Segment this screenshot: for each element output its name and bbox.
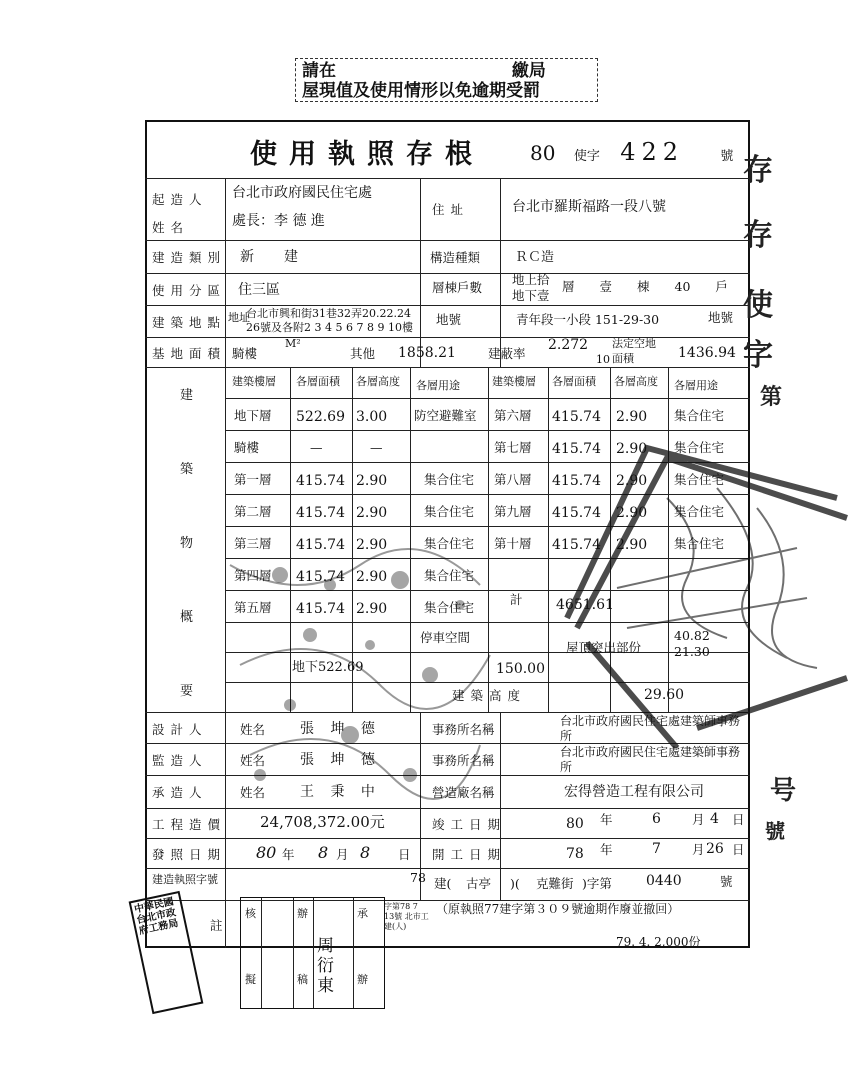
- permit-year: 80: [530, 141, 556, 165]
- side-char-3: 使: [743, 288, 773, 323]
- floor-area: 415.74: [296, 569, 345, 585]
- site-address-2: 26號及各附2 3 4 5 6 7 8 9 10樓: [246, 321, 413, 334]
- floor-height: 2.90: [356, 473, 388, 489]
- floor-area: —: [310, 440, 323, 455]
- supervisor-name: 張 坤 德: [300, 752, 381, 768]
- protrusion-label: 屋頂突出部份: [566, 640, 642, 655]
- designer-name: 張 坤 德: [300, 721, 381, 737]
- building-height: 29.60: [644, 687, 685, 703]
- floor-use: 集合住宅: [674, 536, 725, 551]
- sign-col-2: 擬: [245, 973, 256, 986]
- height-label: 建築高度: [452, 688, 527, 703]
- start-label: 開工日期: [432, 847, 507, 862]
- col-header-height-r: 各層高度: [614, 375, 658, 388]
- other-label: 其他: [350, 346, 376, 361]
- lot-number: 青年段一小段 151-29-30: [516, 312, 660, 327]
- note-label: 註: [210, 918, 223, 933]
- designer-label: 設計人: [152, 722, 208, 737]
- contractor-office-label: 營造廠名稱: [432, 785, 495, 800]
- issue-y: 年: [282, 847, 295, 862]
- lot-suffix: 地號: [708, 310, 734, 325]
- official-seal-stamp: [557, 428, 857, 748]
- floor-name: 第二層: [234, 504, 272, 519]
- site-address: 台北市興和街31巷32弄20.22.24: [246, 307, 411, 320]
- document-title: 使用執照存根: [250, 139, 484, 170]
- overview-char-2: 築: [180, 462, 194, 477]
- sign-col-4: 稿: [297, 973, 308, 986]
- other-area: 1858.21: [398, 345, 456, 361]
- floor-height: 3.00: [356, 409, 388, 425]
- floor-name: 第六層: [494, 408, 532, 423]
- issue-d: 日: [398, 847, 411, 862]
- lot-label: 地號: [436, 312, 462, 327]
- permit-num: 422: [620, 138, 684, 166]
- floor-height: 2.90: [616, 473, 648, 489]
- applicant-address: 台北市羅斯福路一段八號: [512, 199, 666, 215]
- sign-col-3: 辦: [297, 907, 308, 920]
- contractor-name: 王 秉 中: [300, 784, 381, 800]
- cost-value: 24,708,372.00元: [260, 813, 385, 831]
- print-count: 79. 4. 2,000份: [616, 935, 701, 949]
- start-y: 年: [600, 842, 613, 857]
- completion-day: 4: [710, 811, 719, 827]
- permit-suffix: 號: [720, 149, 734, 164]
- build-permit-w5: )字第: [582, 876, 612, 891]
- floors-below: 地下壹: [512, 288, 550, 303]
- ink-smudge: [220, 545, 500, 810]
- overview-char-3: 物: [180, 536, 194, 551]
- floor-height: 2.90: [616, 537, 648, 553]
- floor-height: 2.90: [356, 505, 388, 521]
- designer-name-label: 姓名: [240, 722, 266, 737]
- floor-area: 415.74: [552, 409, 601, 425]
- coverage: 2.272: [548, 337, 589, 353]
- col-header-use-r: 各層用途: [674, 379, 718, 392]
- start-year: 78: [566, 846, 584, 862]
- coverage-denom: 10: [596, 353, 610, 366]
- applicant-name: 處長：李 德 進: [232, 213, 325, 229]
- site-addr-label: 地址: [228, 311, 250, 324]
- floor-use: 集合住宅: [674, 472, 725, 487]
- floor-name: 第十層: [494, 536, 532, 551]
- side-char-7: 號: [765, 819, 785, 843]
- issue-year: 80: [256, 843, 277, 862]
- floor-area: 415.74: [296, 601, 345, 617]
- signer-name: 周衍東: [317, 936, 334, 996]
- build-permit-w1: 建(: [434, 876, 452, 891]
- col-header-height: 各層高度: [356, 375, 400, 388]
- applicant-org: 台北市政府國民住宅處: [232, 185, 372, 201]
- floor-height: 2.90: [356, 569, 388, 585]
- floor-area: 415.74: [552, 473, 601, 489]
- side-char-4: 字: [743, 338, 773, 373]
- supervisor-name-label: 姓名: [240, 753, 266, 768]
- parking-area: 150.00: [496, 661, 545, 677]
- protrusion-1: 40.82: [674, 628, 710, 643]
- floor-use: 集合住宅: [674, 408, 725, 423]
- completion-y: 年: [600, 812, 613, 827]
- build-permit-w4: 克難街: [536, 876, 574, 891]
- floor-area: 415.74: [296, 537, 345, 553]
- floor-name: 第九層: [494, 504, 532, 519]
- zone-label: 使用分區: [152, 283, 227, 298]
- site-area-label: 基地面積: [152, 346, 227, 361]
- address-label: 住址: [432, 202, 470, 217]
- cost-label: 工程造價: [152, 817, 227, 832]
- floor-name: 第七層: [494, 440, 532, 455]
- basement-area: 地下522.69: [292, 660, 364, 675]
- note-text: （原執照77建字第３０９號逾期作廢並撤回）: [436, 902, 680, 916]
- floor-use: 集合住宅: [674, 440, 725, 455]
- floor-use: 集合住宅: [424, 472, 475, 487]
- designer-office-label: 事務所名稱: [432, 722, 495, 737]
- col-header-floor: 建築樓層: [232, 375, 276, 388]
- structure: ＲＣ造: [515, 250, 555, 265]
- completion-month: 6: [652, 811, 661, 827]
- floors-label: 層棟戶數: [432, 280, 483, 295]
- floor-use: 防空避難室: [414, 408, 477, 423]
- floor-name: 第五層: [234, 600, 272, 615]
- start-d: 日: [732, 842, 745, 857]
- designer-office: 台北市政府國民住宅處建築師事務所: [560, 714, 741, 743]
- total-area: 4651.61: [556, 597, 614, 613]
- floor-height: 2.90: [616, 409, 648, 425]
- side-char-5: 第: [760, 384, 783, 410]
- signature-box: [240, 897, 385, 1009]
- side-char-2: 存: [743, 218, 773, 253]
- applicant-label: 起造人: [152, 192, 208, 207]
- col-header-area-r: 各層面積: [552, 375, 596, 388]
- sign-col-6: 辦: [357, 973, 368, 986]
- sign-col-5: 承: [357, 907, 368, 920]
- floor-height: 2.90: [616, 505, 648, 521]
- issue-month: 8: [318, 843, 329, 862]
- header-notice-line1: 請在 繳局: [302, 61, 546, 81]
- completion-year: 80: [566, 816, 584, 832]
- site-label: 建築地點: [152, 315, 227, 330]
- overview-char-1: 建: [180, 388, 194, 403]
- floors-detail: 層 壹 棟 40 戶: [562, 279, 728, 294]
- completion-label: 竣工日期: [432, 817, 507, 832]
- arcade-label: 騎樓: [232, 346, 258, 361]
- protrusion-2: 21.30: [674, 644, 710, 659]
- build-permit-label: 建造執照字號: [152, 873, 218, 886]
- build-type-label: 建造類別: [152, 250, 227, 265]
- floor-use: 集合住宅: [424, 568, 475, 583]
- col-header-floor-r: 建築樓層: [492, 375, 536, 388]
- supervisor-office-label: 事務所名稱: [432, 753, 495, 768]
- total-label: 計: [510, 592, 523, 607]
- permit-word: 使字: [573, 149, 600, 164]
- contractor-office: 宏得營造工程有限公司: [564, 784, 704, 800]
- contractor-label: 承造人: [152, 785, 208, 800]
- build-type: 新 建: [240, 249, 306, 265]
- overview-char-4: 概: [180, 610, 194, 625]
- completion-m: 月: [692, 812, 705, 827]
- floors-above: 地上拾: [512, 272, 550, 287]
- floor-name: 騎樓: [234, 440, 260, 455]
- build-permit-w2: 古亭: [466, 876, 492, 891]
- start-month: 7: [652, 841, 661, 857]
- start-day: 26: [706, 841, 724, 857]
- floor-name: 地下層: [234, 408, 272, 423]
- floor-height: 2.90: [356, 537, 388, 553]
- parking-label: 停車空間: [420, 630, 471, 645]
- floor-area: 415.74: [552, 441, 601, 457]
- start-m: 月: [692, 842, 705, 857]
- col-header-use: 各層用途: [416, 379, 460, 392]
- sign-col-1: 核: [245, 907, 256, 920]
- overview-char-5: 要: [180, 684, 194, 699]
- floor-area: 415.74: [296, 505, 345, 521]
- left-official-stamp: 中華民國台北市政府工務局: [129, 891, 204, 1014]
- completion-d: 日: [732, 812, 745, 827]
- side-char-6: 号: [770, 776, 797, 806]
- floor-height: —: [370, 440, 383, 455]
- name-label: 姓名: [152, 220, 190, 235]
- legal-open-area: 1436.94: [678, 345, 736, 361]
- supervisor-office: 台北市政府國民住宅處建築師事務所: [560, 745, 741, 774]
- floor-area: 415.74: [552, 537, 601, 553]
- structure-label: 構造種類: [430, 250, 481, 265]
- legal-open-label: 法定空地面積: [612, 337, 656, 365]
- floor-height: 2.90: [616, 441, 648, 457]
- floor-name: 第三層: [234, 536, 272, 551]
- floor-use: 集合住宅: [674, 504, 725, 519]
- note-side-text: 字第78 7 13號 北市工建(人): [384, 902, 429, 931]
- floor-name: 第一層: [234, 472, 272, 487]
- floor-name: 第八層: [494, 472, 532, 487]
- build-permit-number: 0440: [646, 873, 682, 889]
- floor-use: 集合住宅: [424, 504, 475, 519]
- col-header-area: 各層面積: [296, 375, 340, 388]
- header-notice-line2: 屋現值及使用情形以免逾期受罰: [302, 81, 540, 101]
- header-notice: [295, 58, 598, 102]
- issue-day: 8: [360, 843, 371, 862]
- build-permit-suffix: 號: [720, 874, 733, 889]
- contractor-name-label: 姓名: [240, 785, 266, 800]
- floor-area: 415.74: [296, 473, 345, 489]
- floor-use: 集合住宅: [424, 536, 475, 551]
- build-permit-w3: )(: [510, 876, 520, 891]
- floor-name: 第四層: [234, 568, 272, 583]
- permit-number: [530, 138, 733, 166]
- floor-area: 522.69: [296, 409, 345, 425]
- unit-m2: M²: [285, 337, 301, 350]
- side-char-1: 存: [743, 153, 773, 188]
- supervisor-label: 監造人: [152, 753, 208, 768]
- floor-area: 415.74: [552, 505, 601, 521]
- build-permit-year: 78: [410, 870, 426, 885]
- issue-label: 發照日期: [152, 847, 227, 862]
- coverage-label: 建蔽率: [488, 346, 526, 361]
- floor-height: 2.90: [356, 601, 388, 617]
- issue-m: 月: [336, 847, 349, 862]
- zone: 住三區: [238, 282, 280, 298]
- floor-use: 集合住宅: [424, 600, 475, 615]
